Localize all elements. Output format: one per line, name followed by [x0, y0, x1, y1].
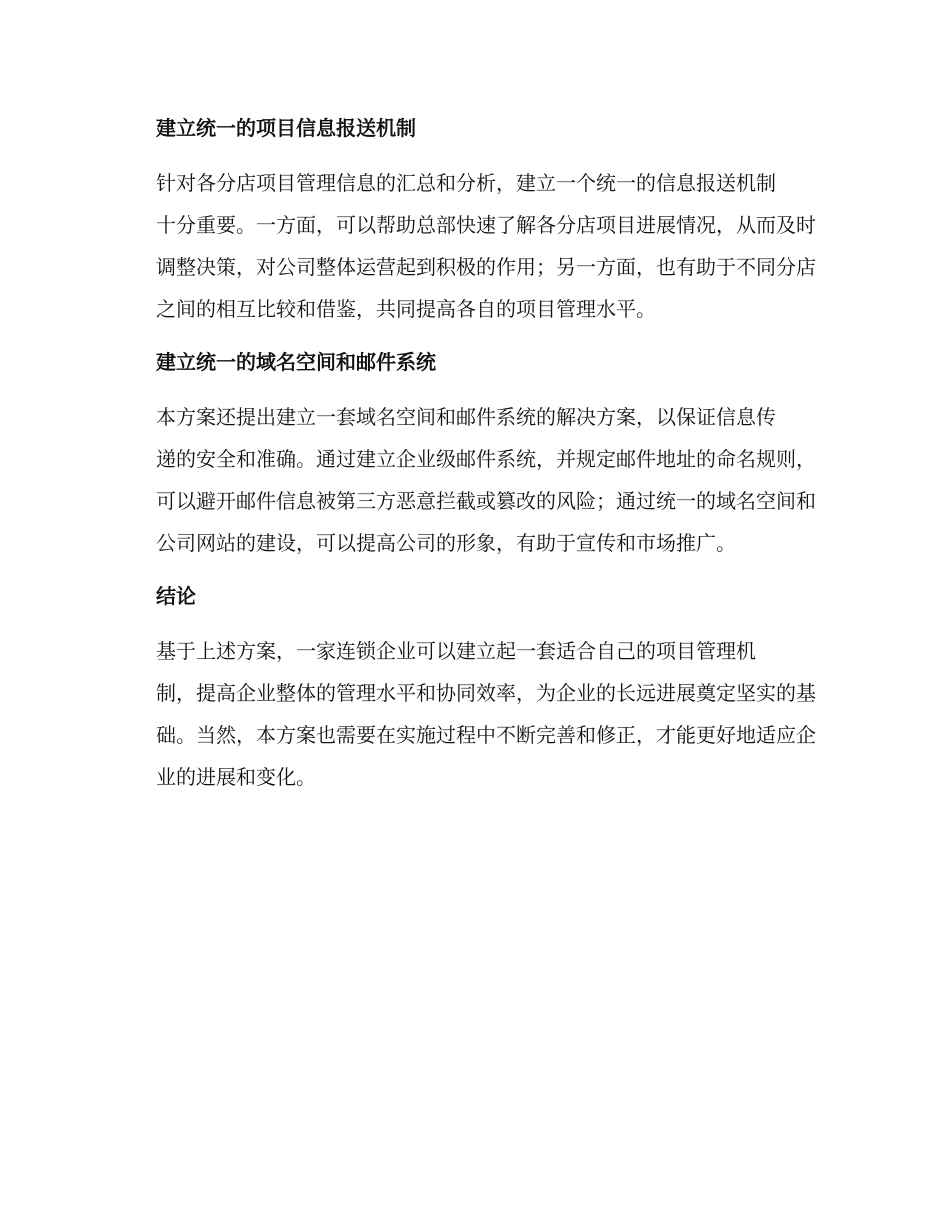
paragraph-line: 调整决策，对公司整体运营起到积极的作用；另一方面，也有助于不同分店: [156, 255, 816, 279]
section-heading: 建立统一的域名空间和邮件系统: [156, 350, 436, 374]
paragraph-line: 本方案还提出建立一套域名空间和邮件系统的解决方案，以保证信息传: [156, 405, 776, 429]
document-page: [112, 108, 832, 810]
paragraph-line: 可以避开邮件信息被第三方恶意拦截或篡改的风险；通过统一的域名空间和: [156, 489, 816, 513]
section-paragraph: [112, 162, 832, 330]
section-paragraph: [112, 396, 832, 564]
section-info-reporting: [112, 108, 832, 330]
paragraph-line: 基于上述方案，一家连锁企业可以建立起一套适合自己的项目管理机: [156, 639, 756, 663]
paragraph-line: 之间的相互比较和借鉴，共同提高各自的项目管理水平。: [156, 297, 656, 321]
paragraph-line: 针对各分店项目管理信息的汇总和分析，建立一个统一的信息报送机制: [156, 171, 776, 195]
section-paragraph: [112, 630, 832, 798]
paragraph-line: 制，提高企业整体的管理水平和协同效率，为企业的长远进展奠定坚实的基: [156, 681, 816, 705]
paragraph-line: 递的安全和准确。通过建立企业级邮件系统，并规定邮件地址的命名规则，: [156, 447, 816, 471]
section-heading: 结论: [156, 584, 196, 608]
paragraph-line: 十分重要。一方面，可以帮助总部快速了解各分店项目进展情况，从而及时: [156, 213, 816, 237]
paragraph-line: 础。当然，本方案也需要在实施过程中不断完善和修正，才能更好地适应企: [156, 723, 816, 747]
section-domain-mail: [112, 342, 832, 564]
section-heading: 建立统一的项目信息报送机制: [156, 116, 416, 140]
paragraph-line: 业的进展和变化。: [156, 765, 316, 789]
section-conclusion: [112, 576, 832, 798]
paragraph-line: 公司网站的建设，可以提高公司的形象，有助于宣传和市场推广。: [156, 531, 736, 555]
